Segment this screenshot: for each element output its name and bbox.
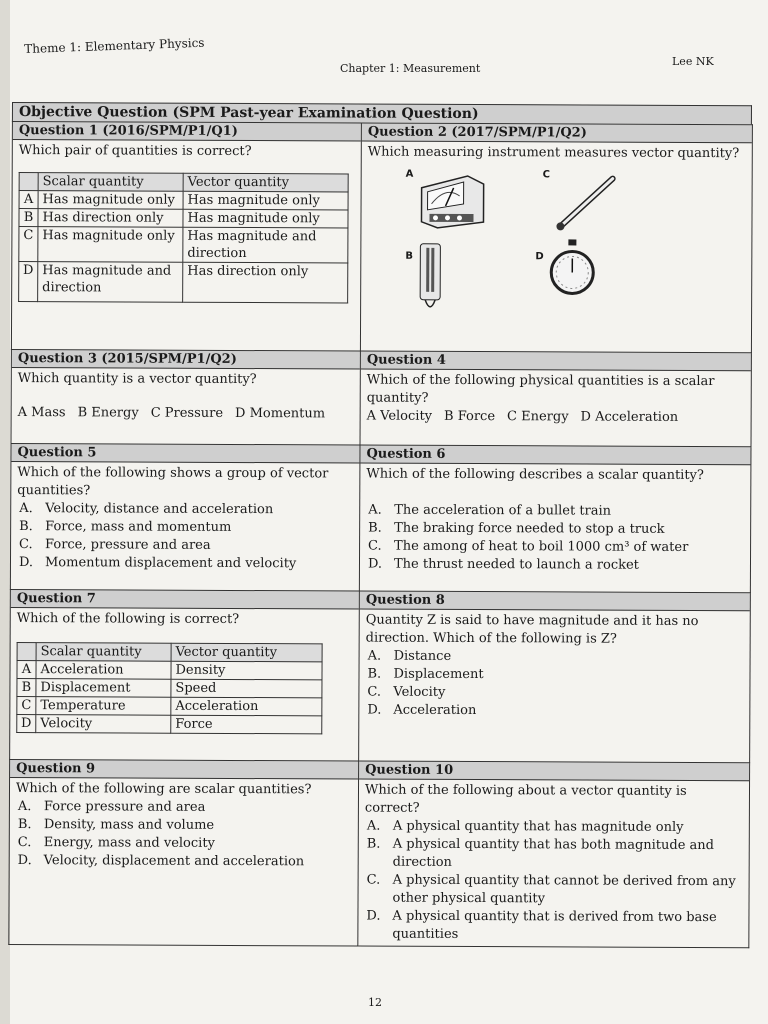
- vector-cell: Has magnitude only: [183, 191, 348, 210]
- option-text: Displacement: [393, 666, 484, 683]
- question-7-title: Question 7: [11, 590, 359, 610]
- scalar-cell: Has magnitude only: [38, 227, 183, 263]
- label-c: C: [542, 169, 551, 181]
- question-7-stem: Which of the following is correct?: [16, 611, 240, 627]
- option-text: A physical quantity that has both magnitude and direction: [392, 836, 715, 870]
- scalar-cell: Acceleration: [36, 661, 171, 680]
- option-key: C.: [17, 835, 32, 851]
- question-7-table: [16, 642, 322, 734]
- option-key: B.: [368, 520, 382, 536]
- option: A Mass: [17, 405, 66, 421]
- question-9-stem: Which of the following are scalar quantities?: [15, 781, 312, 798]
- option-key: A.: [17, 799, 32, 815]
- option-key: D.: [367, 556, 383, 572]
- question-2-title: Question 2 (2017/SPM/P1/Q2): [362, 124, 752, 144]
- scalar-cell: Has magnitude and direction: [38, 262, 183, 303]
- option-key: B.: [367, 666, 382, 682]
- option-text: Velocity: [393, 684, 446, 700]
- row-key: C: [17, 697, 36, 715]
- question-4-title: Question 4: [361, 352, 751, 372]
- question-6-title: Question 6: [360, 446, 750, 466]
- question-6-stem: Which of the following describes a scalar quantity?: [366, 466, 704, 484]
- option: B Force: [444, 408, 496, 425]
- row-key: A: [17, 661, 36, 679]
- scalar-cell: Velocity: [36, 715, 171, 734]
- option-key: C.: [366, 872, 381, 888]
- question-8: [359, 591, 751, 763]
- question-5: [10, 443, 360, 591]
- option-key: D.: [18, 555, 34, 571]
- question-3-options: [18, 404, 354, 423]
- question-3: [11, 349, 360, 445]
- option: C Pressure: [150, 405, 224, 421]
- label-a: A: [405, 168, 414, 180]
- question-2: [360, 123, 752, 353]
- option-text: Velocity, displacement and acceleration: [43, 853, 305, 870]
- question-7: [10, 589, 360, 761]
- vector-cell: Density: [171, 661, 322, 680]
- row-key: D: [19, 262, 38, 302]
- question-10-title: Question 10: [359, 762, 749, 782]
- option-text: Momentum displacement and velocity: [44, 555, 297, 572]
- option: B Energy: [77, 405, 139, 421]
- question-3-title: Question 3 (2015/SPM/P1/Q2): [12, 350, 360, 370]
- questions-grid: [8, 121, 753, 948]
- option-key: A.: [366, 818, 381, 834]
- vector-cell: Has magnitude only: [183, 209, 348, 228]
- option-text: Energy, mass and velocity: [43, 835, 215, 851]
- option-key: B.: [19, 519, 33, 535]
- option-key: C.: [19, 537, 33, 553]
- stopwatch-icon: [547, 238, 597, 298]
- option: A Velocity: [366, 408, 433, 424]
- question-5-stem: Which of the following shows a group of vector quantities?: [17, 465, 329, 499]
- question-3-stem: Which quantity is a vector quantity?: [17, 371, 257, 388]
- scalar-cell: Has magnitude only: [38, 191, 183, 210]
- option-text: A physical quantity that has magnitude only: [392, 818, 684, 835]
- question-4-options: [367, 408, 745, 428]
- option-key: B.: [17, 817, 32, 833]
- option-text: Velocity, distance and acceleration: [45, 501, 274, 518]
- option-key: A.: [19, 501, 33, 517]
- row-key: C: [19, 227, 38, 262]
- row-key: A: [19, 191, 38, 209]
- page-number: 12: [368, 996, 382, 1009]
- vector-cell: Speed: [171, 679, 322, 698]
- option-key: D.: [17, 853, 32, 869]
- option: C Energy: [507, 409, 569, 425]
- option-text: Force, pressure and area: [45, 537, 211, 553]
- option-text: Force pressure and area: [43, 799, 206, 815]
- question-sheet: [8, 102, 752, 948]
- ammeter-icon: [415, 170, 487, 230]
- question-4: [360, 351, 751, 447]
- question-10-stem: Which of the following about a vector quantity is correct?: [364, 782, 687, 816]
- row-key: B: [19, 209, 38, 227]
- option-key: B.: [366, 836, 381, 852]
- scalar-cell: Has direction only: [38, 209, 183, 228]
- barometer-icon: [417, 242, 443, 314]
- col-scalar-header: Scalar quantity: [36, 643, 171, 662]
- label-d: D: [535, 251, 544, 263]
- option: D Acceleration: [580, 409, 679, 425]
- vector-cell: Acceleration: [171, 697, 322, 716]
- option-text: The acceleration of a bullet train: [394, 502, 612, 519]
- instrument-figures: [367, 162, 718, 324]
- vector-cell: Has direction only: [183, 262, 348, 303]
- chapter-header: Chapter 1: Measurement: [340, 62, 481, 75]
- question-1-title: Question 1 (2016/SPM/P1/Q1): [13, 122, 361, 142]
- col-scalar-header: Scalar quantity: [38, 173, 183, 192]
- question-1-stem: Which pair of quantities is correct?: [18, 143, 252, 160]
- option-key: A.: [368, 502, 382, 518]
- section-banner: Objective Question (SPM Past-year Examination Question): [12, 102, 752, 124]
- question-10: [358, 761, 750, 948]
- option-key: A.: [367, 648, 382, 664]
- row-key: D: [17, 715, 36, 733]
- option-key: C.: [367, 684, 382, 700]
- thermometer-icon: [552, 170, 622, 232]
- question-1-table: [18, 172, 349, 303]
- option-text: Density, mass and volume: [43, 817, 215, 833]
- option-text: The braking force needed to stop a truck: [394, 520, 665, 537]
- option-key: D.: [367, 702, 382, 718]
- option-text: The among of heat to boil 1000 cm³ of water: [394, 538, 689, 555]
- row-key: B: [17, 679, 36, 697]
- col-vector-header: Vector quantity: [171, 643, 322, 662]
- option-text: The thrust needed to launch a rocket: [393, 556, 639, 573]
- option-key: C.: [368, 538, 382, 554]
- question-4-stem: Which of the following physical quantities is a scalar quantity?: [366, 372, 715, 406]
- option-text: Acceleration: [393, 702, 477, 719]
- vector-cell: Has magnitude and direction: [183, 227, 348, 263]
- option-key: D.: [366, 908, 381, 924]
- question-8-title: Question 8: [360, 592, 750, 612]
- question-1: [11, 122, 361, 352]
- label-b: B: [405, 250, 413, 262]
- option-text: Force, mass and momentum: [45, 519, 232, 535]
- col-vector-header: Vector quantity: [183, 173, 348, 192]
- option-text: Distance: [393, 648, 452, 664]
- theme-header: Theme 1: Elementary Physics: [24, 35, 205, 56]
- question-5-title: Question 5: [11, 444, 359, 464]
- option-text: A physical quantity that cannot be derived from any other physical quantity: [392, 872, 736, 907]
- vector-cell: Force: [171, 715, 322, 734]
- scalar-cell: Temperature: [36, 697, 171, 716]
- scalar-cell: Displacement: [36, 679, 171, 698]
- question-8-stem: Quantity Z is said to have magnitude and it has no direction. Which of the following is Z?: [365, 612, 699, 647]
- option-text: A physical quantity that is derived from two base quantities: [392, 908, 717, 942]
- question-2-stem: Which measuring instrument measures vector quantity?: [367, 144, 740, 162]
- question-6: [359, 445, 751, 593]
- question-9-title: Question 9: [10, 760, 358, 780]
- question-9: [9, 759, 359, 946]
- author-header: Lee NK: [672, 55, 714, 68]
- option: D Momentum: [235, 405, 326, 422]
